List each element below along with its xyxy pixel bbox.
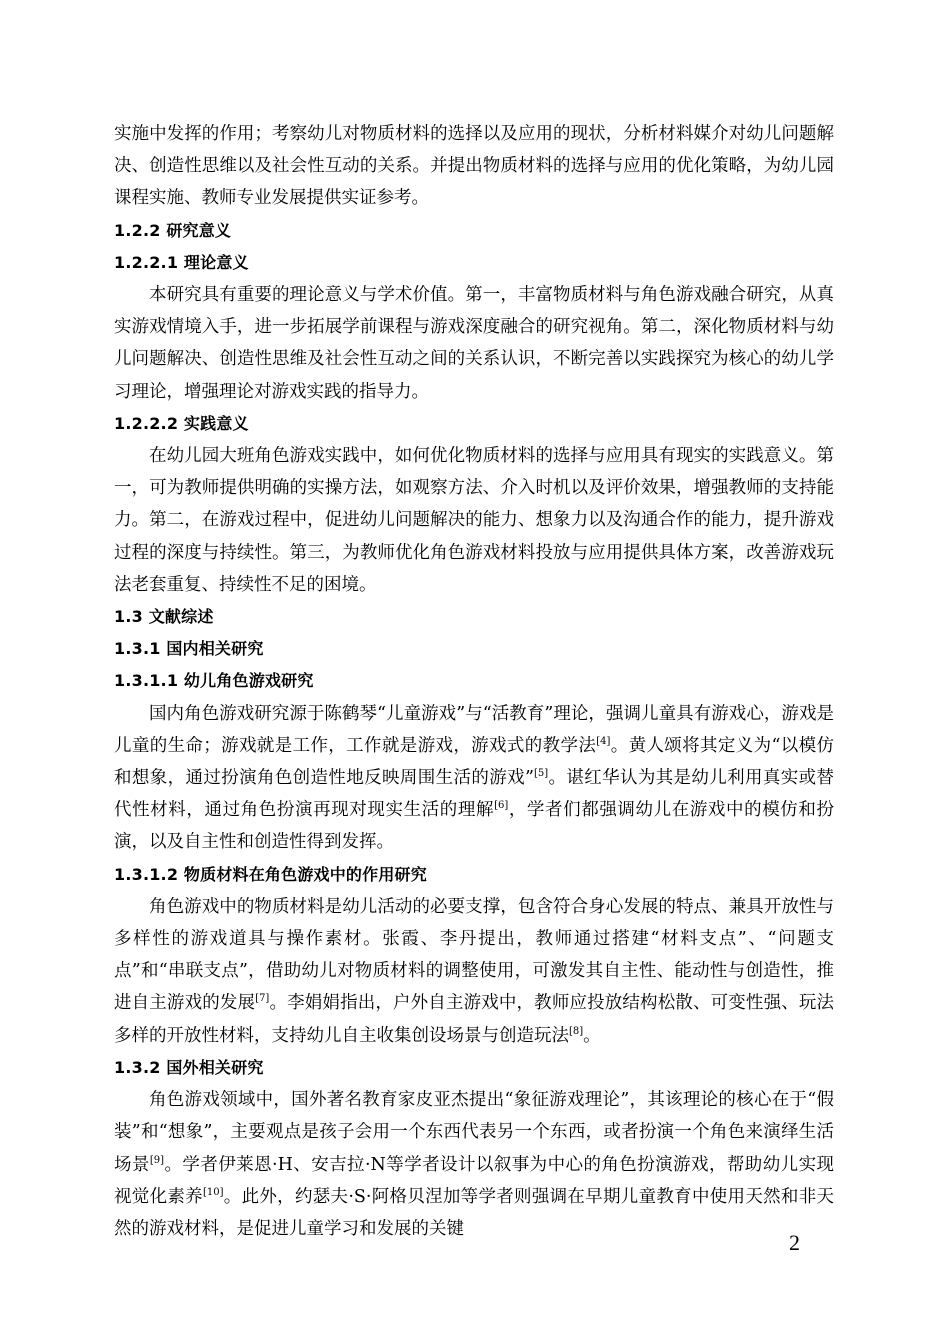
body-paragraph <box>114 440 834 601</box>
body-paragraph <box>114 891 834 1052</box>
section-heading <box>114 633 834 665</box>
text-segment: 1.2.2.1 理论意义 <box>114 252 249 272</box>
section-heading <box>114 665 834 697</box>
text-segment: 。谌红华认为其是幼儿利用真实或替代性材料，通过角色扮演再现对现实生活的理解 <box>114 768 835 821</box>
text-segment: 1.3.1.2 物质材料在角色游戏中的作用研究 <box>114 864 427 884</box>
document-page <box>114 118 834 1245</box>
section-heading <box>114 859 834 891</box>
section-heading <box>114 247 834 279</box>
citation-reference: [9] <box>149 1154 165 1166</box>
body-paragraph <box>114 279 834 408</box>
citation-reference: [10] <box>202 1186 224 1198</box>
section-heading <box>114 1052 834 1084</box>
text-segment: 1.3.2 国外相关研究 <box>114 1057 264 1077</box>
text-segment: 1.3 文献综述 <box>114 607 214 627</box>
text-segment: 。此外，约瑟夫·S·阿格贝涅加等学者则强调在早期儿童教育中使用天然和非天然的游戏材料，是促进儿童学习和发展的关键 <box>114 1186 835 1239</box>
text-segment: ，学者们都强调幼儿在游戏中的模仿和扮演，以及自主性和创造性得到发挥。 <box>114 800 835 853</box>
citation-reference: [7] <box>255 993 270 1005</box>
text-segment: 1.2.2.2 实践意义 <box>114 413 249 433</box>
text-segment: 。学者伊莱恩·H、安吉拉·N等学者设计以叙事为中心的角色扮演游戏，帮助幼儿实现视觉化素养 <box>114 1154 835 1207</box>
text-segment: 1.3.1 国内相关研究 <box>114 639 264 659</box>
text-segment: 本研究具有重要的理论意义与学术价值。第一，丰富物质材料与角色游戏融合研究，从真实游戏情境入手，进一步拓展学前课程与游戏深度融合的研究视角。第二，深化物质材料与幼儿问题解决、创造性思维及社会性互动之间的关系认识，不断完善以实践探究为核心的幼儿学习理论，增强理论对游戏实践的指导力。 <box>114 285 834 402</box>
page-number: 2 <box>789 1230 800 1255</box>
text-segment: 。李娟娟指出，户外自主游戏中，教师应投放结构松散、可变性强、玩法多样的开放性材料，支持幼儿自主收集创设场景与创造玩法 <box>114 993 835 1046</box>
citation-reference: [8] <box>569 1025 584 1037</box>
text-segment: 1.2.2 研究意义 <box>114 220 232 240</box>
text-segment: 实施中发挥的作用；考察幼儿对物质材料的选择以及应用的现状，分析材料媒介对幼儿问题解决、创造性思维以及社会性互动的关系。并提出物质材料的选择与应用的优化策略，为幼儿园课程实施、教师专业发展提供实证参考。 <box>114 124 834 209</box>
text-segment: 国内角色游戏研究源于陈鹤琴“儿童游戏”与“活教育”理论，强调儿童具有游戏心，游戏是儿童的生命；游戏就是工作，工作就是游戏，游戏式的教学法 <box>114 703 834 756</box>
citation-reference: [5] <box>533 768 549 780</box>
section-heading <box>114 408 834 440</box>
text-segment: 在幼儿园大班角色游戏实践中，如何优化物质材料的选择与应用具有现实的实践意义。第一，可为教师提供明确的实操方法，如观察方法、介入时机以及评价效果，增强教师的支持能力。第二，在游戏过程中，促进幼儿问题解决的能力、想象力以及沟通合作的能力，提升游戏过程的深度与持续性。第三，为教师优化角色游戏材料投放与应用提供具体方案，改善游戏玩法老套重复、持续性不足的困境。 <box>114 446 834 595</box>
text-segment: 角色游戏中的物质材料是幼儿活动的必要支撑，包含符合身心发展的特点、兼具开放性与多样性的游戏道具与操作素材。张霞、李丹提出，教师通过搭建“材料支点”、“问题支点”和“串联支点”，借助幼儿对物质材料的调整使用，可激发其自主性、能动性与创造性，推进自主游戏的发展 <box>114 896 834 1014</box>
text-segment: 。 <box>583 1025 601 1046</box>
section-heading <box>114 601 834 633</box>
text-segment: 。黄人颂将其定义为“以模仿和想象，通过扮演角色创造性地反映周围生活的游戏” <box>114 735 834 789</box>
body-paragraph <box>114 118 834 215</box>
section-heading <box>114 215 834 247</box>
text-segment: 1.3.1.1 幼儿角色游戏研究 <box>114 671 314 691</box>
body-paragraph <box>114 698 834 859</box>
body-paragraph <box>114 1084 834 1245</box>
citation-reference: [6] <box>494 800 509 812</box>
text-segment: 角色游戏领域中，国外著名教育家皮亚杰提出“象征游戏理论”，其该理论的核心在于“假装”和“想象”，主要观点是孩子会用一个东西代表另一个东西，或者扮演一个角色来演绎生活场景 <box>114 1090 834 1175</box>
citation-reference: [4] <box>596 736 611 748</box>
